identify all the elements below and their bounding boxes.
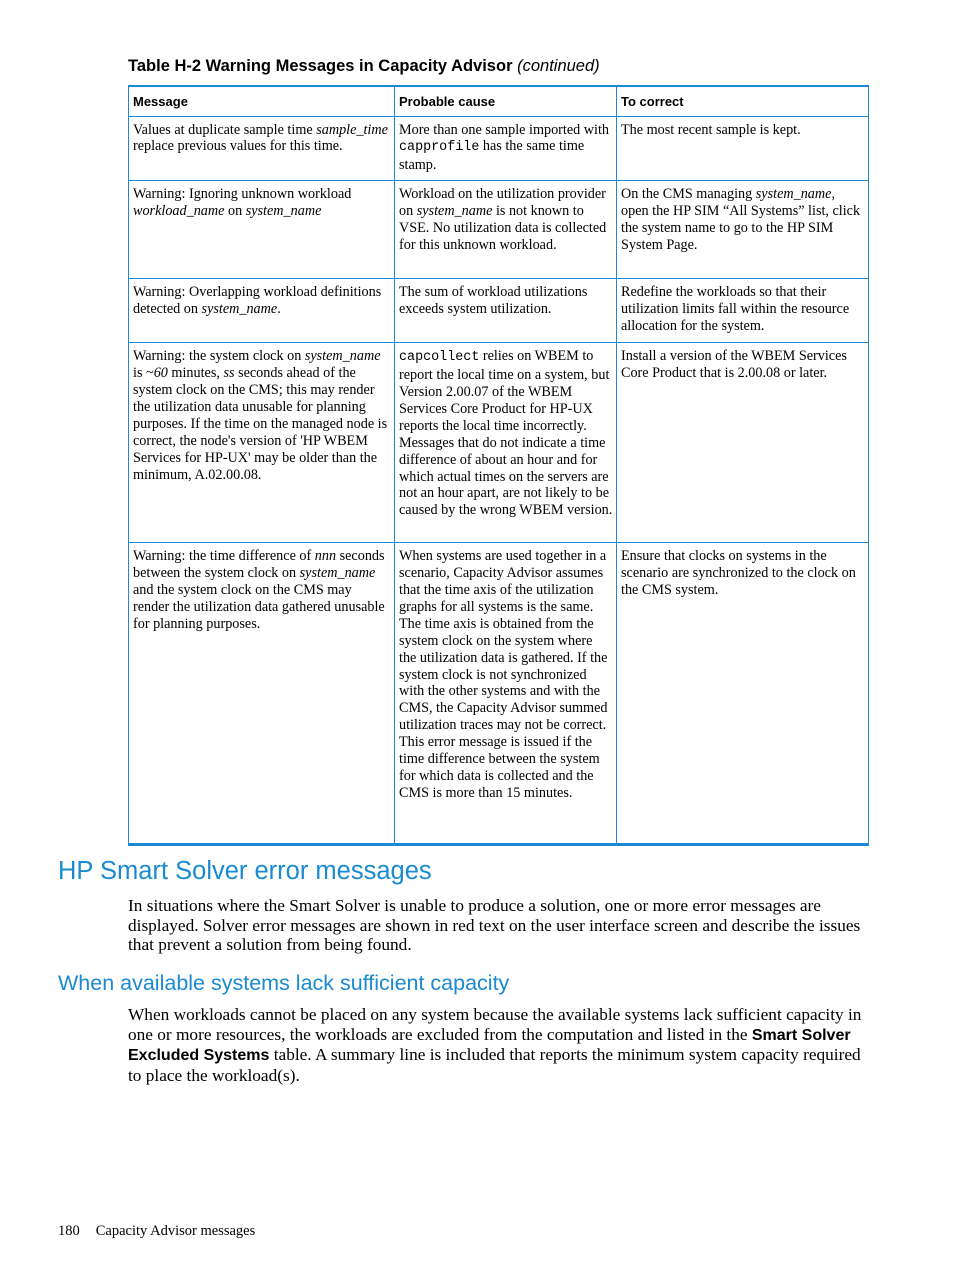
table-caption [128,55,600,77]
chapter-title: Capacity Advisor messages [95,1223,256,1239]
message-cell: Values at duplicate sample time sample_time replace previous values for this time. [129,116,395,181]
table-caption-continued: (continued) [517,57,600,75]
to-correct-cell: The most recent sample is kept. [617,116,869,181]
page-footer [58,1222,255,1240]
to-correct-cell: Install a version of the WBEM Services Core Product that is 2.00.08 or later. [617,343,869,543]
paragraph-text-after: table. A summary line is included that reports the minimum system capacity required to place the workload(s). [128,1045,861,1085]
table-caption-title: Table H-2 Warning Messages in Capacity Advisor [128,57,513,75]
message-cell: Warning: the time difference of nnn seconds between the system clock on system_name and the system clock on the CMS may render the utilization data gathered unusable for planning purposes. [129,543,395,845]
warning-messages-table [128,85,869,846]
excluded-systems-table-name: Smart Solver Excluded Systems [128,1026,851,1065]
table-header-row [129,86,869,116]
table-row [129,181,869,279]
message-cell: Warning: the system clock on system_name is ~60 minutes, ss seconds ahead of the system clock on the CMS; this may render the utilization data unusable for planning purposes. If the time on the managed node is correct, the node's version of 'HP WBEM Services for HP-UX' may be older than the minimum, A.02.00.08. [129,343,395,543]
message-cell: Warning: Overlapping workload definitions detected on system_name. [129,279,395,343]
to-correct-cell: Redefine the workloads so that their utilization limits fall within the resource allocation for the system. [617,279,869,343]
to-correct-cell: On the CMS managing system_name, open the HP SIM “All Systems” list, click the system name to go to the HP SIM System Page. [617,181,869,279]
page-number: 180 [58,1223,80,1239]
paragraph-text-before: When workloads cannot be placed on any system because the available systems lack sufficient capacity in one or more resources, the workloads are excluded from the computation and listed in the [128,1005,862,1044]
probable-cause-cell: The sum of workload utilizations exceeds system utilization. [395,279,617,343]
column-header-probable-cause: Probable cause [395,86,617,116]
probable-cause-cell: Workload on the utilization provider on system_name is not known to VSE. No utilization data is collected for this unknown workload. [395,181,617,279]
to-correct-cell: Ensure that clocks on systems in the scenario are synchronized to the clock on the CMS system. [617,543,869,845]
table-row [129,116,869,181]
message-cell: Warning: Ignoring unknown workload workload_name on system_name [129,181,395,279]
column-header-to-correct: To correct [617,86,869,116]
subsection-paragraph [128,1005,873,1085]
section-paragraph: In situations where the Smart Solver is unable to produce a solution, one or more error messages are displayed. Solver error messages are shown in red text on the user interface screen and describe the issues that prevent a solution from being found. [128,896,861,955]
probable-cause-cell: When systems are used together in a scenario, Capacity Advisor assumes that the time axis of the utilization graphs for all systems is the same. The time axis is obtained from the system clock on the system where the utilization data is gathered. If the system clock is not synchronized with the other systems and with the CMS, the Capacity Advisor summed utilization traces may not be correct. This error message is issued if the time difference between the system for which data is collected and the CMS is more than 15 minutes. [395,543,617,845]
table-row [129,343,869,543]
probable-cause-cell: capcollect relies on WBEM to report the local time on a system, but Version 2.00.07 of the WBEM Services Core Product for HP-UX reports the local time incorrectly. Messages that do not indicate a time difference of about an hour and for which actual times on the servers are not an hour apart, are not likely to be caused by the wrong WBEM version. [395,343,617,543]
table-row [129,279,869,343]
probable-cause-cell: More than one sample imported with capprofile has the same time stamp. [395,116,617,181]
section-heading: HP Smart Solver error messages [58,857,432,885]
column-header-message: Message [129,86,395,116]
subsection-heading: When available systems lack sufficient capacity [58,971,510,995]
table-row [129,543,869,845]
